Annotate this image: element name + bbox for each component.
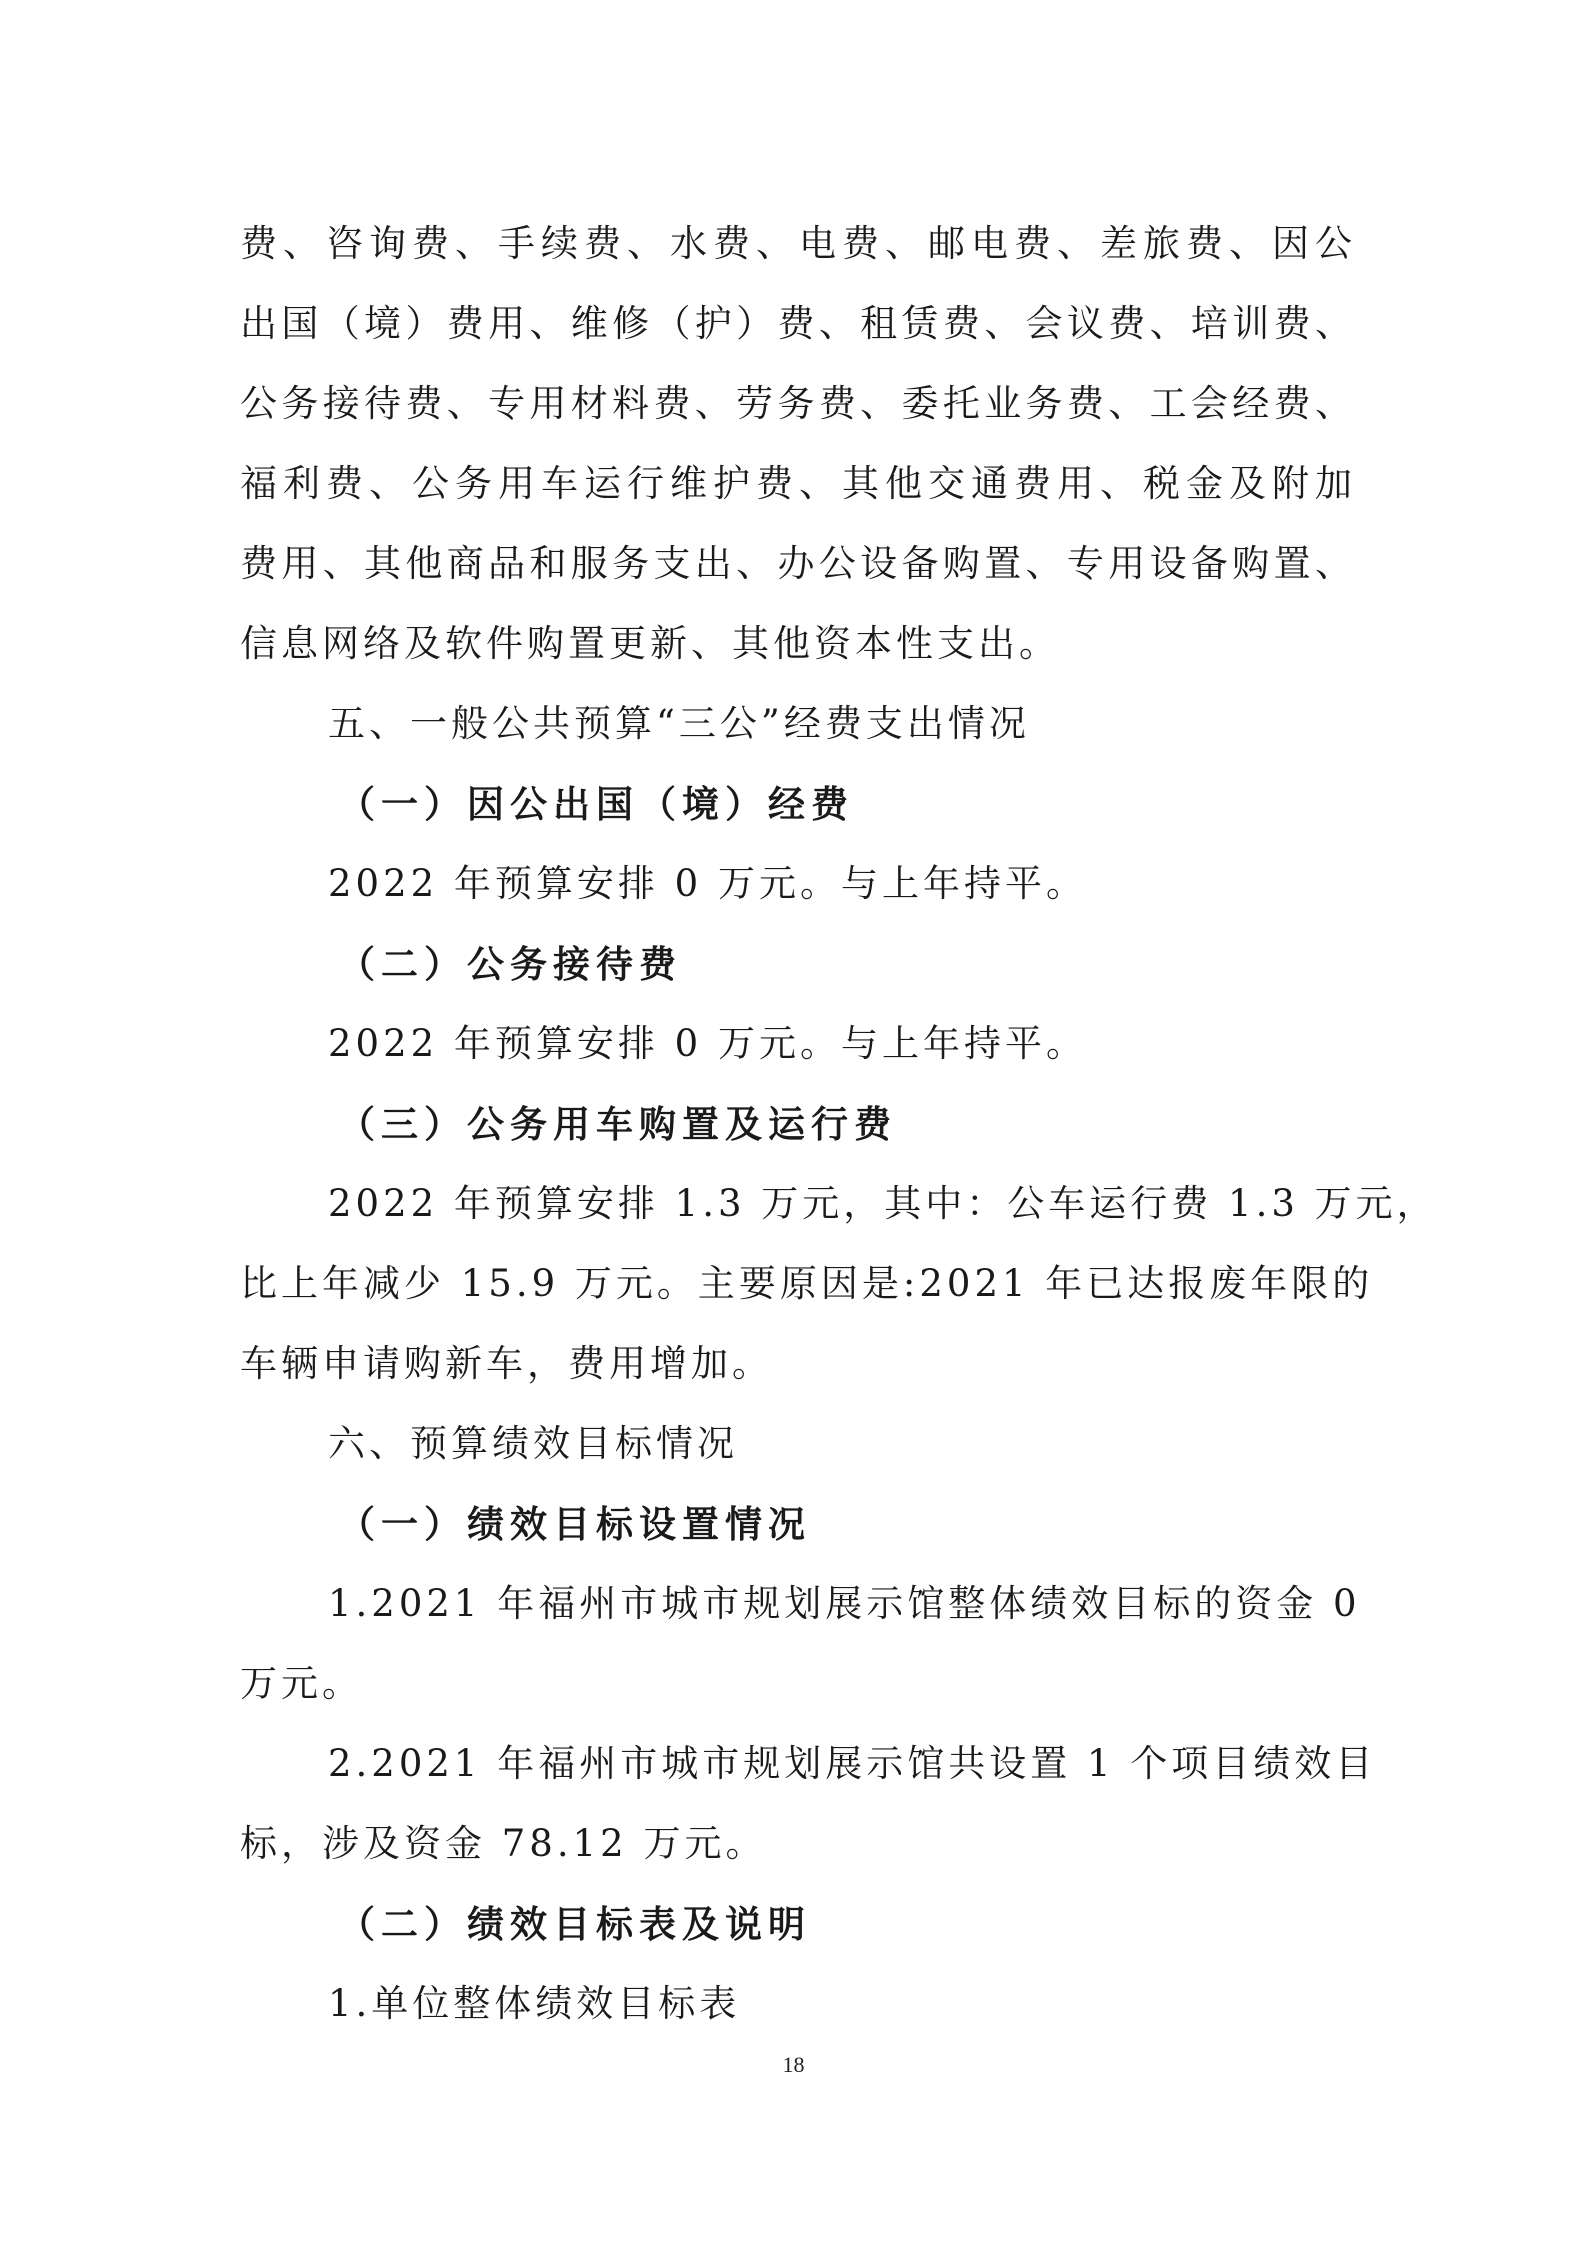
paragraph-line: 2022 年预算安排 0 万元。与上年持平。 <box>328 862 1087 905</box>
subsection-heading: （二）绩效目标表及说明 <box>338 1902 811 1946</box>
paragraph-line: 比上年减少 15.9 万元。主要原因是:2021 年已达报废年限的 <box>240 1262 1374 1305</box>
section-heading: 五、一般公共预算“三公”经费支出情况 <box>328 702 1030 745</box>
paragraph-line: 费 用 、 其 他 商 品 和 服 务 支 出 、 办 公 设 备 购 置 、 专 用 设 备 购 置 、 <box>240 542 1352 585</box>
paragraph-line: 车辆申请购新车，费用增加。 <box>240 1342 773 1385</box>
paragraph-line: 公 务 接 待 费 、 专 用 材 料 费 、 劳 务 费 、 委 托 业 务 费 、 工 会 经 费 、 <box>240 382 1352 425</box>
section-heading: 六、预算绩效目标情况 <box>328 1422 738 1465</box>
subsection-heading: （二）公务接待费 <box>338 942 682 986</box>
paragraph-line: 信息网络及软件购置更新、其他资本性支出。 <box>240 622 1060 665</box>
page-number: 18 <box>782 2052 805 2077</box>
subsection-heading: （一）因公出国（境）经费 <box>338 782 854 826</box>
paragraph-line: 费 、 咨 询 费 、 手 续 费 、 水 费 、 电 费 、 邮 电 费 、 差 旅 费 、 因 公 <box>240 222 1352 265</box>
paragraph-line: 标，涉及资金 78.12 万元。 <box>240 1822 767 1865</box>
subsection-heading: （三）公务用车购置及运行费 <box>338 1102 897 1146</box>
paragraph-line: 福 利 费 、 公 务 用 车 运 行 维 护 费 、 其 他 交 通 费 用 、 税 金 及 附 加 <box>240 462 1352 505</box>
paragraph-line: 万元。 <box>240 1662 363 1705</box>
paragraph-line: 2022 年预算安排 0 万元。与上年持平。 <box>328 1022 1087 1065</box>
subsection-heading: （一）绩效目标设置情况 <box>338 1502 811 1546</box>
paragraph-line: 1.单位整体绩效目标表 <box>328 1982 741 2025</box>
paragraph-line: 2.2021 年福州市城市规划展示馆共设置 1 个项目绩效目 <box>328 1742 1377 1785</box>
paragraph-line: 出 国 （ 境 ） 费 用 、 维 修 （ 护 ） 费 、 租 赁 费 、 会 议 费 、 培 训 费 、 <box>240 302 1352 345</box>
paragraph-line: 1.2021 年福州市城市规划展示馆整体绩效目标的资金 0 <box>328 1582 1361 1625</box>
document-body <box>240 204 1438 2044</box>
paragraph-line: 2022 年预算安排 1.3 万元，其中：公车运行费 1.3 万元， <box>328 1182 1438 1225</box>
